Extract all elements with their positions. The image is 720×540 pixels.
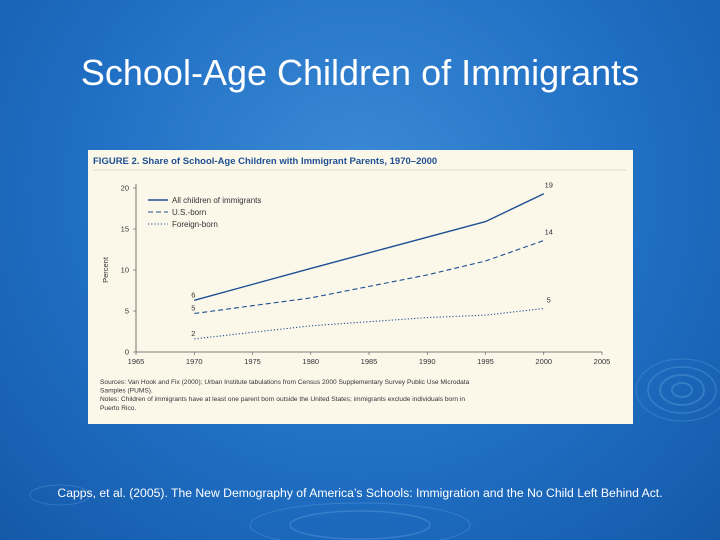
x-tick-label: 2000 xyxy=(535,357,553,366)
data-label: 14 xyxy=(544,227,553,237)
series-line xyxy=(194,241,544,314)
y-axis-label: Percent xyxy=(101,257,110,283)
y-tick-label: 5 xyxy=(124,306,129,316)
y-tick-label: 15 xyxy=(120,224,129,234)
series-line xyxy=(194,194,544,301)
legend-label: U.S.-born xyxy=(172,208,207,217)
notes xyxy=(100,379,470,412)
x-tick-label: 1965 xyxy=(127,357,145,366)
data-label: 5 xyxy=(191,303,196,313)
x-tick-label: 1975 xyxy=(244,357,261,366)
slide-title: School-Age Children of Immigrants xyxy=(80,52,640,93)
chart-title: FIGURE 2. Share of School-Age Children with Immigrant Parents, 1970–2000 xyxy=(93,156,438,167)
x-tick-label: 2005 xyxy=(593,357,611,366)
note-line: Notes: Children of immigrants have at least one parent born outside the United States; immigrants exclude individuals born in xyxy=(100,396,466,404)
legend xyxy=(148,196,261,229)
legend-label: All children of immigrants xyxy=(172,196,262,205)
line-chart xyxy=(88,150,633,424)
note-line: Samples (PUMS). xyxy=(100,387,153,395)
x-tick-label: 1980 xyxy=(302,357,320,366)
legend-label: Foreign-born xyxy=(172,220,218,229)
y-tick-label: 0 xyxy=(124,347,129,357)
data-label: 6 xyxy=(191,290,196,300)
series-line xyxy=(194,309,544,339)
citation: Capps, et al. (2005). The New Demography of America’s Schools: Immigration and the No Child Left Behind Act. xyxy=(57,486,663,500)
x-tick-label: 1985 xyxy=(360,357,378,366)
note-line: Sources: Van Hook and Fix (2000); Urban Institute tabulations from Census 2000 Supplementary Survey Public Use Microdata xyxy=(100,379,470,386)
x-tick-label: 1970 xyxy=(185,357,203,366)
data-label: 2 xyxy=(191,328,196,338)
x-tick-label: 1990 xyxy=(418,357,436,366)
x-tick-label: 1995 xyxy=(477,357,494,366)
note-line: Puerto Rico. xyxy=(100,404,137,412)
data-label: 5 xyxy=(546,295,551,305)
data-label: 19 xyxy=(544,180,553,190)
figure-panel xyxy=(88,150,633,424)
y-tick-label: 20 xyxy=(120,183,129,193)
y-tick-label: 10 xyxy=(120,265,129,275)
